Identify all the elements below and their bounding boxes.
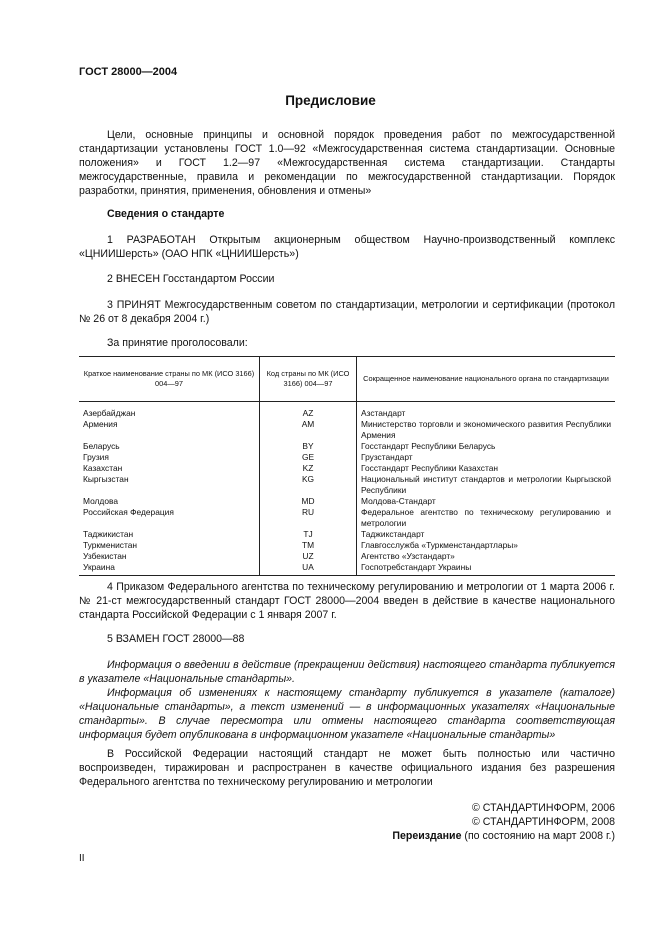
column-header-body: Сокращенное наименование национального органа по стандартизации bbox=[357, 357, 616, 402]
code-cell: KG bbox=[260, 474, 357, 496]
country-cell: Грузия bbox=[79, 452, 260, 463]
table-row bbox=[79, 496, 615, 507]
table-row bbox=[79, 441, 615, 452]
table-row bbox=[79, 452, 615, 463]
code-cell: KZ bbox=[260, 463, 357, 474]
code-cell: RU bbox=[260, 507, 357, 529]
item-4-paragraph: 4 Приказом Федерального агентства по техническому регулированию и метрологии от 1 марта 2006 г. № 21-ст межгосударственный стандарт ГОСТ 28000—2004 введен в действие в качестве национального стандарта Российской Федерации с 1 января 2007 г. bbox=[79, 581, 615, 621]
item-2-paragraph: 2 ВНЕСЕН Госстандартом России bbox=[107, 273, 275, 285]
table-row bbox=[79, 551, 615, 562]
code-cell: UA bbox=[260, 562, 357, 576]
code-cell: UZ bbox=[260, 551, 357, 562]
info-paragraph-2: Информация об изменениях к настоящему стандарту публикуется в указателе (каталоге) «Национальные стандарты», а текст изменений — в информационных указателях «Национальные стандарты». В случае пересмотра или отмены настоящего стандарта соответствующая информация будет опубликована в информационном указателе «Национальные стандарты» bbox=[79, 687, 615, 741]
country-cell: Российская Федерация bbox=[79, 507, 260, 529]
code-cell: TJ bbox=[260, 529, 357, 540]
table-header-row bbox=[79, 357, 615, 402]
code-cell: BY bbox=[260, 441, 357, 452]
code-cell: MD bbox=[260, 496, 357, 507]
table-row bbox=[79, 562, 615, 576]
table-row bbox=[79, 419, 615, 441]
standards-body-cell: Грузстандарт bbox=[361, 452, 413, 462]
standards-body-cell: Госстандарт Республики Беларусь bbox=[361, 441, 496, 451]
standards-body-cell: Министерство торговли и экономического развития Республики Армения bbox=[361, 419, 611, 440]
voting-table bbox=[79, 356, 615, 576]
code-cell: TM bbox=[260, 540, 357, 551]
copyright-2006: © СТАНДАРТИНФОРМ, 2006 bbox=[472, 802, 615, 814]
item-3-paragraph: 3 ПРИНЯТ Межгосударственным советом по стандартизации, метрологии и сертификации (протокол № 26 от 8 декабря 2004 г.) bbox=[79, 299, 615, 325]
country-cell: Армения bbox=[79, 419, 260, 441]
page-title: Предисловие bbox=[285, 93, 376, 108]
table-row bbox=[79, 507, 615, 529]
reissue-date: (по состоянию на март 2008 г.) bbox=[461, 830, 615, 842]
standards-body-cell: Госпотребстандарт Украины bbox=[357, 562, 616, 576]
table-row bbox=[79, 529, 615, 540]
reissue-note bbox=[392, 829, 615, 843]
country-cell: Казахстан bbox=[79, 463, 260, 474]
country-cell: Украина bbox=[79, 562, 260, 576]
intro-paragraph: Цели, основные принципы и основной порядок проведения работ по межгосударственной стандартизации установлены ГОСТ 1.0—92 «Межгосударственная система стандартизации. Основные положения» и ГОСТ 1.2—97 «Межгосударственная система стандартизации. Стандарты межгосударственные, правила и рекомендации по межгосударственной стандартизации. Порядок разработки, принятия, применения, обновления и отмены» bbox=[79, 129, 615, 197]
standards-body-cell: Таджикстандарт bbox=[361, 529, 425, 539]
section-title: Сведения о стандарте bbox=[107, 208, 225, 220]
standards-body-cell: Агентство «Узстандарт» bbox=[361, 551, 455, 561]
item-5-paragraph: 5 ВЗАМЕН ГОСТ 28000—88 bbox=[107, 633, 245, 645]
table-row bbox=[79, 402, 615, 420]
code-cell: AM bbox=[260, 419, 357, 441]
column-header-country: Краткое наименование страны по МК (ИСО 3166) 004—97 bbox=[79, 357, 260, 402]
table-row bbox=[79, 463, 615, 474]
country-cell: Азербайджан bbox=[79, 402, 260, 420]
legal-paragraph: В Российской Федерации настоящий стандарт не может быть полностью или частично воспроизведен, тиражирован и распространен в качестве официального издания без разрешения Федерального агентства по техническому регулированию и метрологии bbox=[79, 748, 615, 788]
country-cell: Молдова bbox=[79, 496, 260, 507]
column-header-code: Код страны по МК (ИСО 3166) 004—97 bbox=[260, 357, 357, 402]
copyright-2008: © СТАНДАРТИНФОРМ, 2008 bbox=[472, 816, 615, 828]
table-row bbox=[79, 540, 615, 551]
standards-body-cell: Федеральное агентство по техническому регулированию и метрологии bbox=[361, 507, 611, 528]
country-cell: Узбекистан bbox=[79, 551, 260, 562]
table-body bbox=[79, 402, 615, 576]
standards-body-cell: Молдова-Стандарт bbox=[361, 496, 436, 506]
standards-body-cell: Госстандарт Республики Казахстан bbox=[361, 463, 498, 473]
info-paragraph-1: Информация о введении в действие (прекращении действия) настоящего стандарта публикуется в указателе «Национальные стандарты». bbox=[79, 659, 615, 685]
reissue-label: Переиздание bbox=[392, 830, 462, 842]
standards-body-cell: Азстандарт bbox=[361, 408, 406, 418]
document-code: ГОСТ 28000—2004 bbox=[79, 66, 178, 78]
voted-label: За принятие проголосовали: bbox=[107, 337, 248, 349]
country-cell: Туркменистан bbox=[79, 540, 260, 551]
page-number: II bbox=[79, 853, 85, 864]
standards-body-cell: Национальный институт стандартов и метрологии Кыргызской Республики bbox=[361, 474, 611, 495]
standards-body-cell: Главгосслужба «Туркменстандартлары» bbox=[361, 540, 518, 550]
country-cell: Таджикистан bbox=[79, 529, 260, 540]
table-row bbox=[79, 474, 615, 496]
code-cell: AZ bbox=[260, 402, 357, 420]
code-cell: GE bbox=[260, 452, 357, 463]
country-cell: Кыргызстан bbox=[79, 474, 260, 496]
country-cell: Беларусь bbox=[79, 441, 260, 452]
item-1-paragraph: 1 РАЗРАБОТАН Открытым акционерным обществом Научно-производственный комплекс «ЦНИИШерсть» (ОАО НПК «ЦНИИШерсть») bbox=[79, 234, 615, 260]
